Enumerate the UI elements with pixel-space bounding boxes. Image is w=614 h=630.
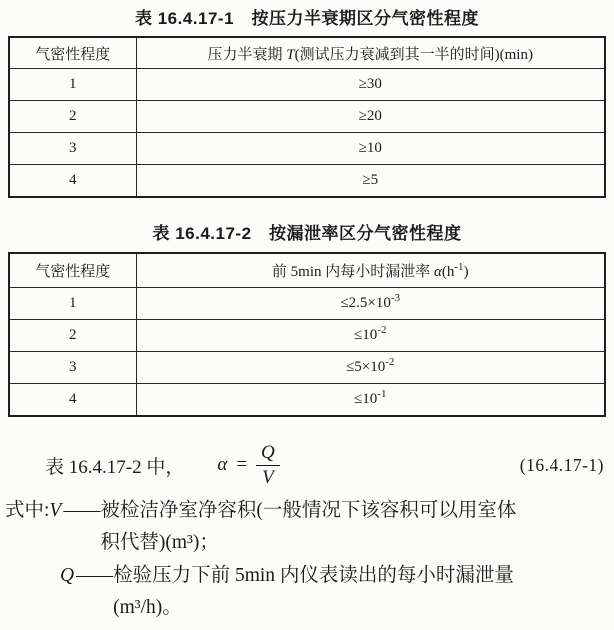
definition-q xyxy=(5,560,606,624)
value-cell: ≥10 xyxy=(136,133,605,165)
q-definition-line1: 检验压力下前 5min 内仪表读出的每小时漏泄量 xyxy=(113,565,514,586)
unit-close: ) xyxy=(463,264,469,280)
level-cell: 3 xyxy=(9,352,136,384)
equals-sign: = xyxy=(236,454,248,475)
v-definition-text xyxy=(100,495,516,559)
formula-equation xyxy=(217,442,279,489)
variable-T: T xyxy=(286,46,295,63)
formula-intro: 表 16.4.17-2 中， xyxy=(45,456,185,478)
value-cell: $\le 10^{-2}$ xyxy=(136,320,605,352)
value-cell: $\le 10^{-1}$ xyxy=(136,384,605,417)
table-row xyxy=(9,352,605,384)
table1-header-row xyxy=(9,37,605,69)
unit-open: (h xyxy=(441,264,455,280)
value-cell: ≥30 xyxy=(136,69,605,101)
v-symbol: V xyxy=(49,500,62,521)
table-row xyxy=(9,165,605,198)
where-prefix: 式中: xyxy=(5,500,50,521)
alpha-symbol: α xyxy=(217,454,228,475)
variable-alpha: α xyxy=(434,264,442,280)
definitions-block xyxy=(5,495,606,624)
v-definition-line2: 积代替)(m³)； xyxy=(100,532,219,553)
definition-v xyxy=(5,495,606,559)
table2-title: 表 16.4.17-2 按漏泄率区分气密性程度 xyxy=(152,224,462,243)
table-row xyxy=(9,101,605,133)
value-cell: $\le 2.5\times 10^{-3}$ xyxy=(136,288,605,320)
header-text: 压力半衰期 xyxy=(207,46,287,63)
table1-title: 表 16.4.17-1 按压力半衰期区分气密性程度 xyxy=(134,9,480,28)
level-cell: 4 xyxy=(9,165,136,198)
table2-header-row xyxy=(9,253,605,288)
value-cell: ≥5 xyxy=(136,165,605,198)
table2-header-leakrate xyxy=(136,253,605,288)
fraction xyxy=(256,442,280,489)
table2 xyxy=(8,252,606,417)
table-row xyxy=(9,320,605,352)
level-cell: 2 xyxy=(9,101,136,133)
fraction-numerator: Q xyxy=(256,442,280,466)
table1-header-halflife xyxy=(136,37,605,69)
level-cell: 3 xyxy=(9,133,136,165)
header-text-suffix: (测试压力衰减到其一半的时间)(min) xyxy=(294,46,533,63)
table-row xyxy=(9,384,605,417)
header-text: 前 5min 内每小时漏泄率 xyxy=(271,264,435,280)
formula-row xyxy=(8,441,604,489)
fraction-denominator: V xyxy=(262,466,274,488)
em-dash: —— xyxy=(76,565,112,586)
table1-header-level: 气密性程度 xyxy=(9,37,136,69)
q-definition-text xyxy=(113,560,514,624)
table-row xyxy=(9,288,605,320)
table-row xyxy=(9,69,605,101)
table2-header-level: 气密性程度 xyxy=(9,253,136,288)
table-row xyxy=(9,133,605,165)
level-cell: 1 xyxy=(9,69,136,101)
table1 xyxy=(8,36,606,198)
v-definition-line1: 被检洁净室净容积(一般情况下该容积可以用室体 xyxy=(100,500,517,521)
equation-number: (16.4.17-1) xyxy=(519,454,604,475)
unit-exponent: -1 xyxy=(454,261,464,273)
q-definition-line2: (m³/h)。 xyxy=(113,597,182,618)
em-dash: —— xyxy=(63,500,99,521)
value-cell: ≥20 xyxy=(136,101,605,133)
q-symbol: Q xyxy=(60,565,75,586)
level-cell: 2 xyxy=(9,320,136,352)
level-cell: 1 xyxy=(9,288,136,320)
level-cell: 4 xyxy=(9,384,136,417)
value-cell: $\le 5\times 10^{-2}$ xyxy=(136,352,605,384)
